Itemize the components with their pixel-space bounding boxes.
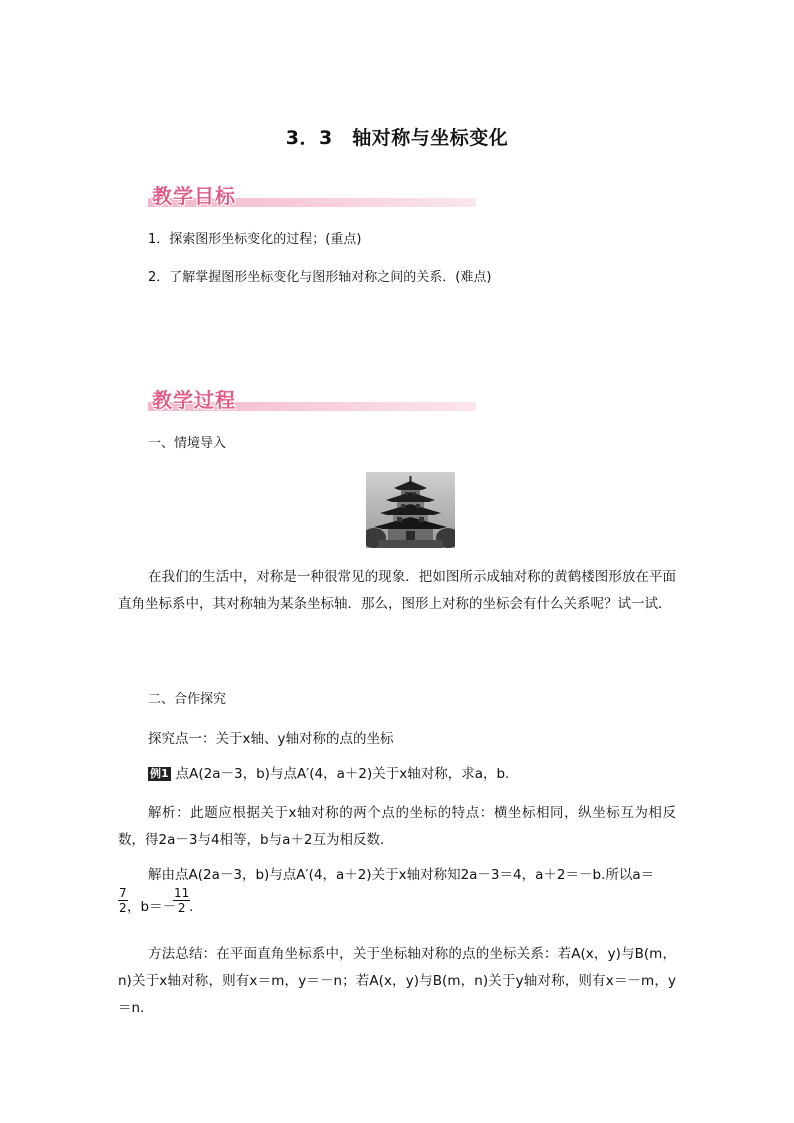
solution-line: 解由点A(2a－3，b)与点A′(4，a＋2)关于x轴对称知2a－3＝4，a＋2＝－b.所以a＝ bbox=[148, 867, 655, 883]
example-text: 点A(2a－3，b)与点A′(4，a＋2)关于x轴对称，求a，b. bbox=[175, 766, 510, 782]
fraction-numerator: 7 bbox=[119, 886, 127, 900]
section-header-teaching-goals bbox=[148, 180, 478, 210]
page-title: 3．3 轴对称与坐标变化 bbox=[285, 127, 509, 149]
solution-mid-text: ，b＝－ bbox=[127, 899, 177, 915]
explore-point-1: 探究点一：关于x轴、y轴对称的点的坐标 bbox=[148, 731, 394, 747]
intro-paragraph: 在我们的生活中，对称是一种很常见的现象．把如图所示成轴对称的黄鹤楼图形放在平面直角坐标系中，其对称轴为某条坐标轴．那么，图形上对称的坐标会有什么关系呢？试一试． bbox=[118, 569, 676, 612]
fraction-numerator: 11 bbox=[174, 886, 190, 900]
goal-item-2: 2．了解掌握图形坐标变化与图形轴对称之间的关系．(难点) bbox=[148, 270, 492, 285]
pagoda-photo bbox=[366, 472, 455, 548]
part-heading-intro: 一、情境导入 bbox=[148, 436, 227, 451]
fraction-denominator: 2 bbox=[119, 901, 127, 915]
section-header-teaching-process bbox=[148, 384, 478, 414]
analysis-paragraph: 解析：此题应根据关于x轴对称的两个点的坐标的特点：横坐标相同，纵坐标互为相反数，得2a－3与4相等，b与a＋2互为相反数． bbox=[118, 805, 676, 848]
section-header-label: 教学过程 bbox=[152, 388, 236, 412]
part-heading-cooperative-explore: 二、合作探究 bbox=[148, 692, 227, 707]
fraction-denominator: 2 bbox=[177, 901, 186, 915]
goal-item-1: 1．探索图形坐标变化的过程；(重点) bbox=[148, 232, 362, 247]
method-summary-paragraph: 方法总结：在平面直角坐标系中，关于坐标轴对称的点的坐标关系：若A(x，y)与B(m，n)关于x轴对称，则有x＝m，y＝－n；若A(x，y)与B(m，n)关于y轴对称，则有x＝－m，y＝n. bbox=[118, 946, 676, 1016]
fraction-eleven-halves bbox=[173, 886, 190, 915]
solution-end: . bbox=[189, 899, 194, 915]
example-badge: 例1 bbox=[150, 767, 169, 780]
example-1 bbox=[148, 765, 509, 783]
section-header-label: 教学目标 bbox=[152, 184, 236, 208]
